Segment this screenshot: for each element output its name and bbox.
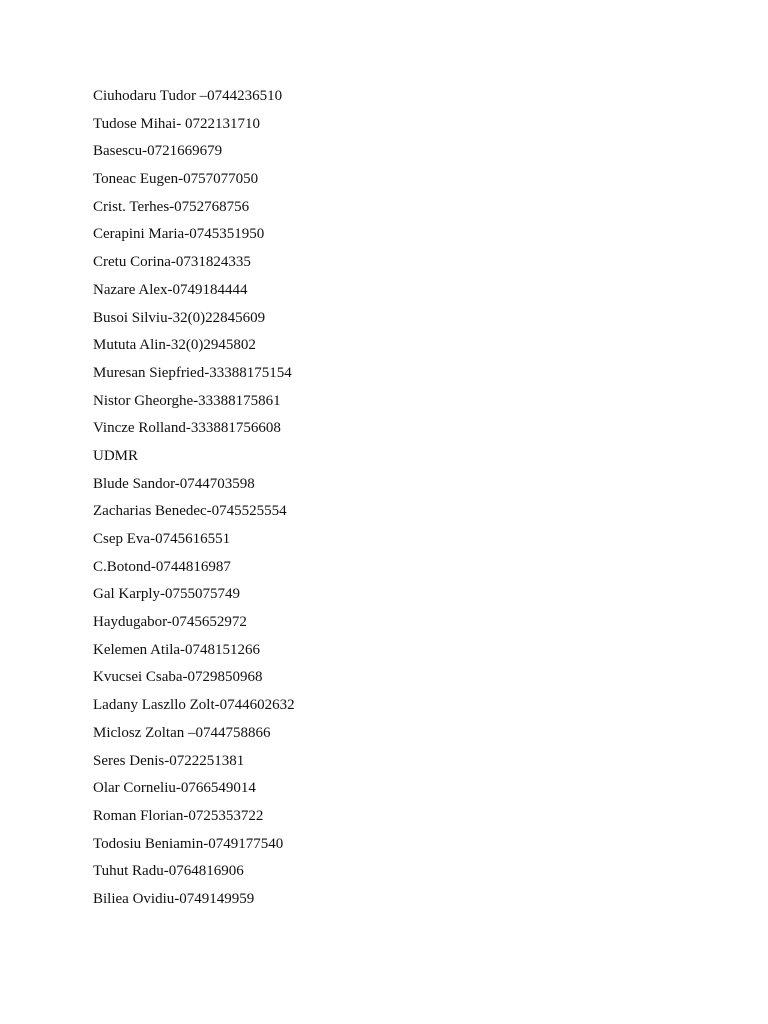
- contact-line: Cretu Corina-0731824335: [93, 254, 251, 271]
- contact-line: Kelemen Atila-0748151266: [93, 641, 261, 658]
- contact-line: Blude Sandor-0744703598: [93, 475, 255, 492]
- contact-line: Crist. Terhes-0752768756: [93, 198, 250, 215]
- contact-line: Todosiu Beniamin-0749177540: [93, 835, 284, 852]
- section-heading: UDMR: [93, 447, 139, 464]
- contact-line: C.Botond-0744816987: [93, 558, 231, 575]
- contact-line: Haydugabor-0745652972: [93, 614, 247, 631]
- contact-line: Ladany Laszllo Zolt-0744602632: [93, 697, 295, 714]
- contact-line: Gal Karply-0755075749: [93, 586, 241, 603]
- contact-line: Biliea Ovidiu-0749149959: [93, 890, 255, 907]
- contact-line: Basescu-0721669679: [93, 143, 223, 160]
- contact-line: Tuhut Radu-0764816906: [93, 863, 244, 880]
- contact-line: Roman Florian-0725353722: [93, 807, 264, 824]
- contact-line: Tudose Mihai- 0722131710: [93, 115, 260, 132]
- contact-line: Nazare Alex-0749184444: [93, 281, 248, 298]
- contact-line: Muresan Siepfried-33388175154: [93, 364, 292, 381]
- contact-line: Olar Corneliu-0766549014: [93, 780, 256, 797]
- contact-line: Cerapini Maria-0745351950: [93, 226, 265, 243]
- contact-line: Seres Denis-0722251381: [93, 752, 245, 769]
- contact-line: Kvucsei Csaba-0729850968: [93, 669, 263, 686]
- contact-line: Csep Eva-0745616551: [93, 531, 231, 547]
- contact-line: Toneac Eugen-0757077050: [93, 171, 259, 188]
- contact-line: Mututa Alin-32(0)2945802: [93, 337, 256, 354]
- contact-line: Miclosz Zoltan –0744758866: [93, 724, 271, 741]
- contact-line: Busoi Silviu-32(0)22845609: [93, 309, 266, 326]
- contact-list: [93, 85, 295, 916]
- contact-line: Zacharias Benedec-0745525554: [93, 503, 287, 520]
- contact-line: Ciuhodaru Tudor –0744236510: [93, 88, 283, 104]
- contact-line: Vincze Rolland-333881756608: [93, 420, 281, 437]
- contact-line: Nistor Gheorghe-33388175861: [93, 392, 281, 409]
